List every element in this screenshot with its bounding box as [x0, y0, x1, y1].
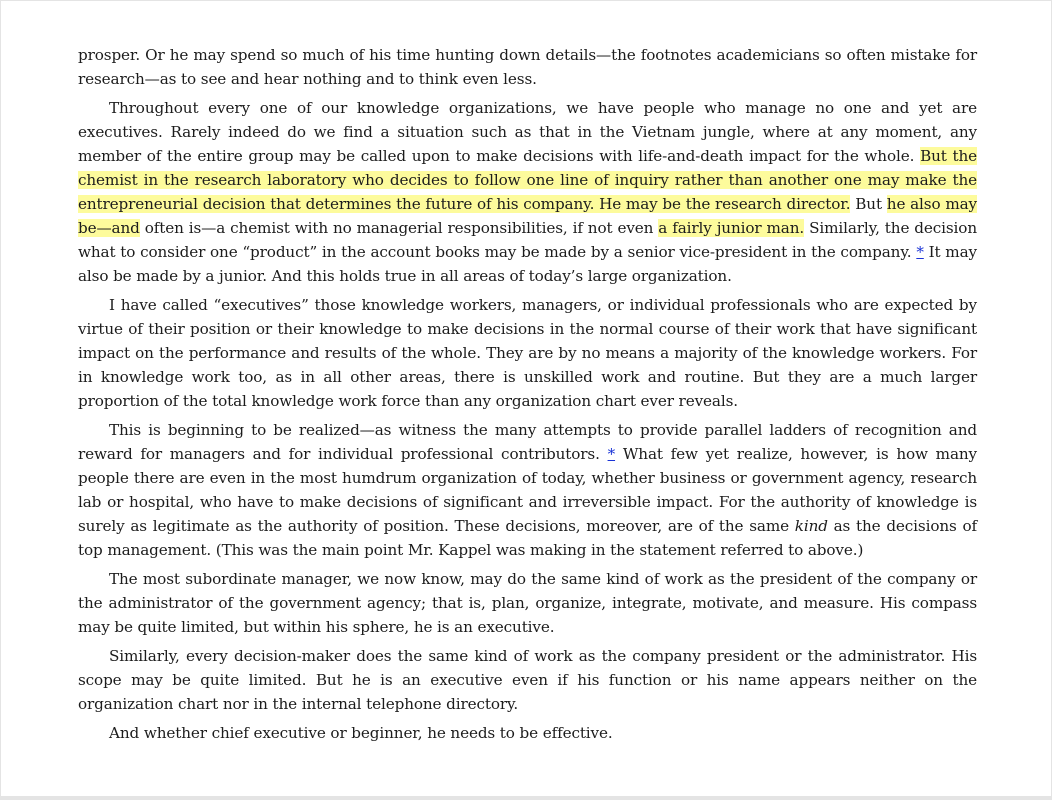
highlight-1[interactable]: But the chemist in the research laboratory who decides to follow one line of inquiry rather than another one may make the entrepreneurial decision that determines the future of his company. He may be the research director.: [78, 147, 978, 213]
highlight-3[interactable]: a fairly junior man.: [658, 219, 805, 237]
footnote-link-2[interactable]: *: [607, 445, 616, 463]
paragraph-4-emphasis: kind: [794, 517, 828, 535]
paragraph-5: [78, 567, 977, 639]
paragraph-1: [78, 43, 977, 91]
paragraph-2-text-b: But: [850, 195, 887, 213]
paragraph-4-text-c: as the decisions of top management. (This was the main point Mr. Kappel was making in the statement referred to above.): [78, 517, 977, 559]
reader-page: [1, 1, 1051, 796]
footnote-link-1[interactable]: *: [916, 243, 924, 261]
paragraph-2-text-d: Similarly, the decision what to consider one “product” in the account books may be made by a senior vice-president in the company.: [78, 219, 977, 261]
book-text: [78, 43, 977, 750]
paragraph-7: [78, 721, 977, 745]
paragraph-6: [78, 644, 977, 716]
paragraph-1-text: prosper. Or he may spend so much of his time hunting down details—the footnotes academicians so often mistake for research—as to see and hear nothing and to think even less.: [78, 46, 977, 88]
paragraph-4: [78, 418, 977, 562]
paragraph-2-text-c: often is—a chemist with no managerial responsibilities, if not even: [139, 219, 659, 237]
paragraph-2-text-a: Throughout every one of our knowledge organizations, we have people who manage no one and yet are executives. Rarely indeed do we find a situation such as that in the Vietnam jungle, where at any moment, any member of the entire group may be called upon to make decisions with life-and-death impact for the whole.: [78, 99, 977, 165]
paragraph-2: [78, 96, 977, 288]
paragraph-4-text-a: This is beginning to be realized—as witness the many attempts to provide parallel ladders of recognition and reward for managers and for individual professional contributors.: [78, 421, 977, 463]
paragraph-6-text: Similarly, every decision-maker does the same kind of work as the company president or the administrator. His scope may be quite limited. But he is an executive even if his function or his name appears neither on the organization chart nor in the internal telephone directory.: [78, 647, 977, 713]
paragraph-7-text: And whether chief executive or beginner, he needs to be effective.: [109, 724, 613, 742]
paragraph-5-text: The most subordinate manager, we now know, may do the same kind of work as the president of the company or the administrator of the government agency; that is, plan, organize, integrate, motivate, and measure. His compass may be quite limited, but within his sphere, he is an executive.: [78, 570, 977, 636]
paragraph-3: [78, 293, 977, 413]
highlight-2[interactable]: he also may be—and: [78, 195, 977, 237]
paragraph-4-text-b: What few yet realize, however, is how many people there are even in the most humdrum organization of today, whether business or government agency, research lab or hospital, who have to make decisions of significant and irreversible impact. For the authority of knowledge is surely as legitimate as the authority of position. These decisions, moreover, are of the same: [78, 445, 977, 535]
paragraph-2-text-e: It may also be made by a junior. And this holds true in all areas of today’s large organization.: [78, 243, 977, 285]
paragraph-3-text: I have called “executives” those knowledge workers, managers, or individual professionals who are expected by virtue of their position or their knowledge to make decisions in the normal course of their work that have significant impact on the performance and results of the whole. They are by no means a majority of the knowledge workers. For in knowledge work too, as in all other areas, there is unskilled work and routine. But they are a much larger proportion of the total knowledge work force than any organization chart ever reveals.: [78, 296, 977, 410]
